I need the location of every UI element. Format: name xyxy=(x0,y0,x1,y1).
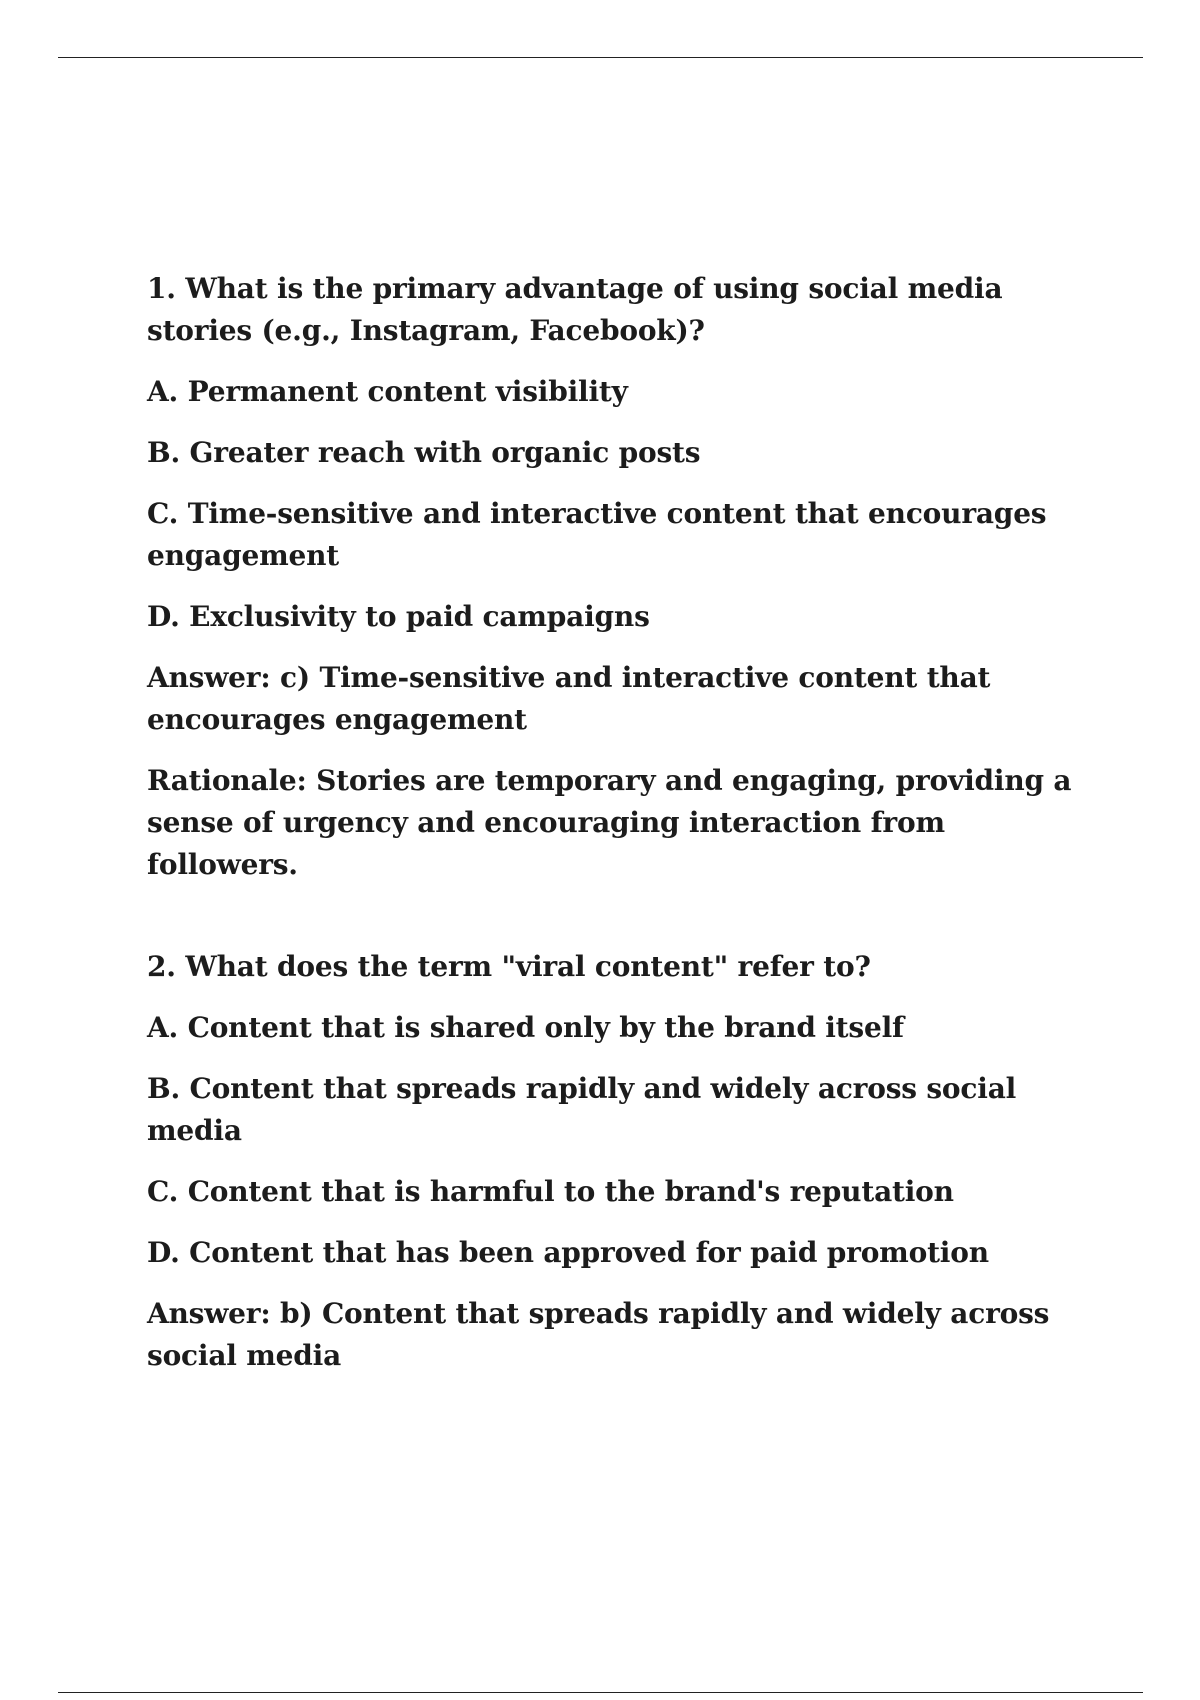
question-text: 1. What is the primary advantage of using social media stories (e.g., Instagram, Facebook)? xyxy=(147,272,1003,347)
answer-text: Answer: b) Content that spreads rapidly and widely across social media xyxy=(147,1297,1050,1372)
question-text: 2. What does the term "viral content" refer to? xyxy=(147,950,871,983)
top-rule xyxy=(58,57,1143,58)
document-body xyxy=(147,268,1097,1396)
option-d: D. Exclusivity to paid campaigns xyxy=(147,600,650,633)
question-block-1 xyxy=(147,268,1097,886)
option-a: A. Content that is shared only by the brand itself xyxy=(147,1011,904,1044)
bottom-rule xyxy=(58,1692,1143,1693)
option-c: C. Time-sensitive and interactive content that encourages engagement xyxy=(147,497,1047,572)
option-b: B. Greater reach with organic posts xyxy=(147,436,701,469)
rationale-text: Rationale: Stories are temporary and engaging, providing a sense of urgency and encouraging interaction from followers. xyxy=(147,764,1072,881)
option-d: D. Content that has been approved for paid promotion xyxy=(147,1236,989,1269)
option-a: A. Permanent content visibility xyxy=(147,375,628,408)
option-b: B. Content that spreads rapidly and widely across social media xyxy=(147,1072,1017,1147)
question-block-2 xyxy=(147,946,1097,1377)
answer-text: Answer: c) Time-sensitive and interactive content that encourages engagement xyxy=(147,661,991,736)
option-c: C. Content that is harmful to the brand's reputation xyxy=(147,1175,954,1208)
